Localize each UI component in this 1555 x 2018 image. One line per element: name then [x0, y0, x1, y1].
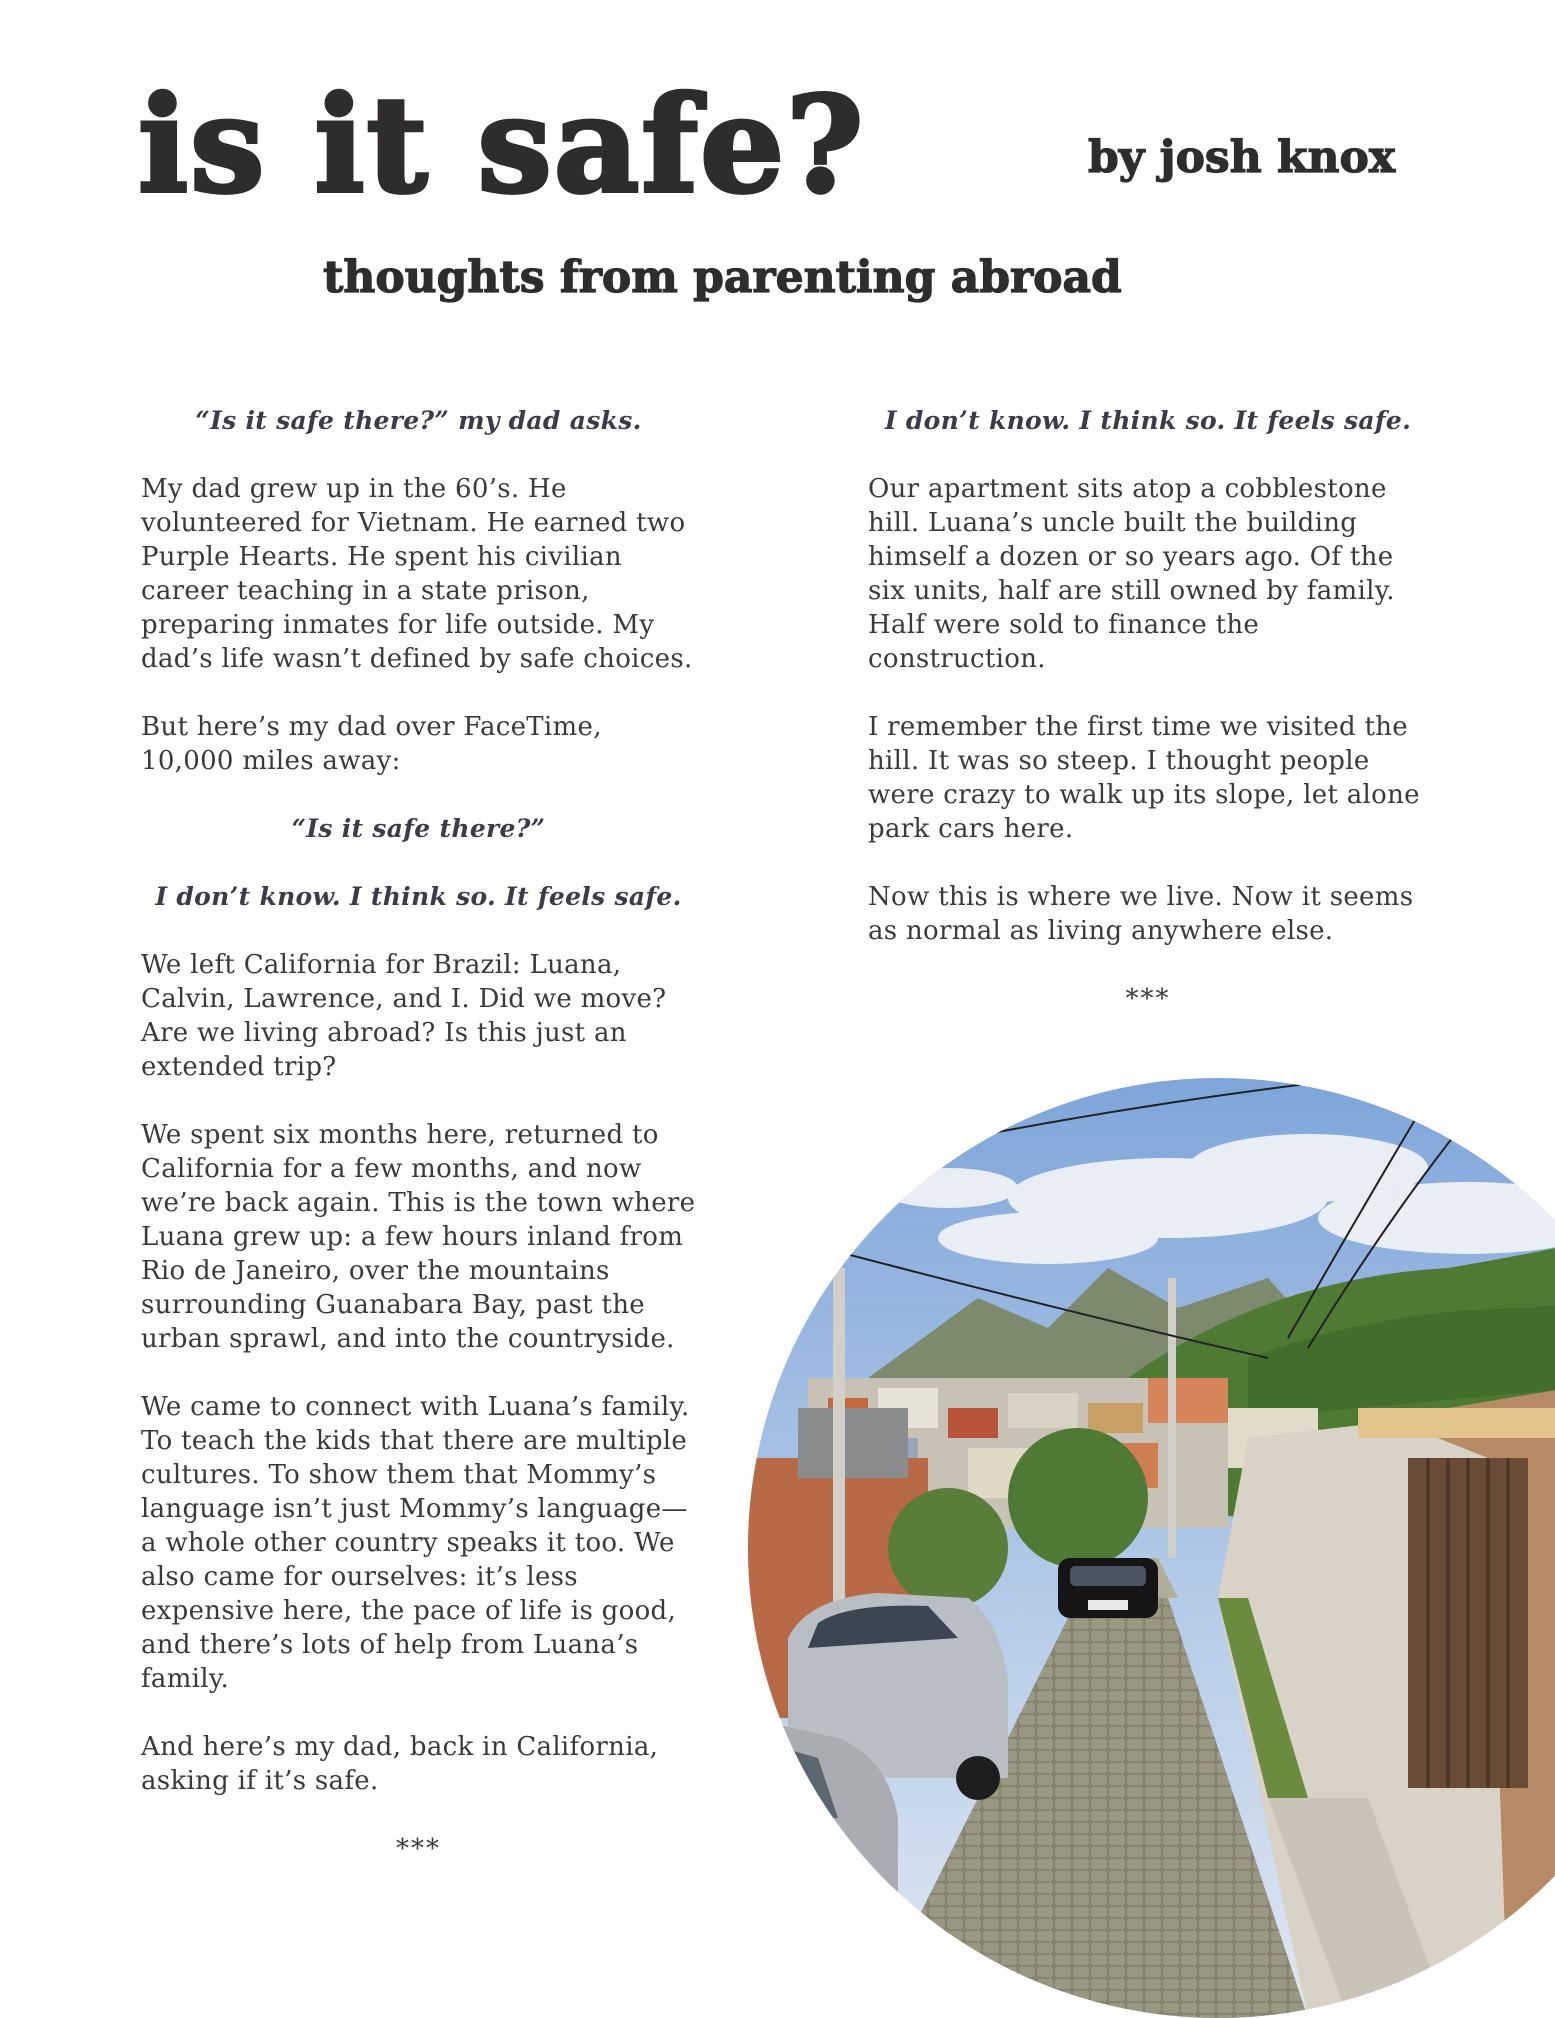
author-byline: by josh knox — [1088, 132, 1396, 183]
page-title: is it safe? — [138, 68, 866, 223]
paragraph-connect-family: We came to connect with Luana’s family. To teach the kids that there are multiple cultures. To show them that Mommy’s language isn’t just Mommy’s language—a whole other country speaks it too. We also came for ourselves: it’s less expensive here, the pace of life is good, and there’s lots of help from Luana’s family. — [141, 1392, 690, 1694]
paragraph-dad-background: My dad grew up in the 60’s. He volunteered for Vietnam. He earned two Purple Hearts. He spent his civilian career teaching in a state prison, preparing inmates for life outside. My dad’s life wasn’t defined by safe choices. — [141, 474, 693, 674]
left-column — [141, 404, 696, 1900]
roof-tiles — [1358, 1408, 1555, 1438]
paragraph-first-visit: I remember the first time we visited the hill. It was so steep. I thought people were crazy to walk up its slope, let alone park cars here. — [868, 712, 1420, 844]
paragraph-where-we-live: Now this is where we live. Now it seems as normal as living anywhere else. — [868, 882, 1414, 946]
cobblestone-street-illustration — [748, 1078, 1555, 2018]
right-column — [868, 404, 1428, 1050]
paragraph-dad-asking: And here’s my dad, back in California, asking if it’s safe. — [141, 1732, 659, 1796]
paragraph-apartment: Our apartment sits atop a cobblestone hill. Luana’s uncle built the building himself a dozen or so years ago. Of the six units, half are still owned by family. Half were sold to finance the construction. — [868, 474, 1395, 674]
quote-is-it-safe: “Is it safe there?” — [291, 814, 546, 843]
page-subtitle: thoughts from parenting abroad — [323, 252, 1122, 303]
section-break-right: *** — [1125, 984, 1171, 1014]
street-photo — [748, 1078, 1555, 2018]
tree-left — [888, 1488, 1008, 1608]
paragraph-left-california: We left California for Brazil: Luana, Calvin, Lawrence, and I. Did we move? Are we living abroad? Is this just an extended trip? — [141, 950, 667, 1082]
paragraph-facetime: But here’s my dad over FaceTime, 10,000 miles away: — [141, 712, 602, 776]
section-break: *** — [396, 1834, 441, 1864]
quote-feels-safe: I don’t know. I think so. It feels safe. — [155, 882, 682, 911]
quote-dad-asks: “Is it safe there?” my dad asks. — [195, 406, 642, 435]
quote-feels-safe-right: I don’t know. I think so. It feels safe. — [884, 406, 1412, 435]
paragraph-six-months: We spent six months here, returned to California for a few months, and now we’re back again. This is the town where Luana grew up: a few hours inland from Rio de Janeiro, over the mountains surrounding Guanabara Bay, past the urban sprawl, and into the countryside. — [141, 1120, 696, 1354]
black-car — [1058, 1558, 1158, 1618]
tree-center — [1008, 1428, 1148, 1568]
